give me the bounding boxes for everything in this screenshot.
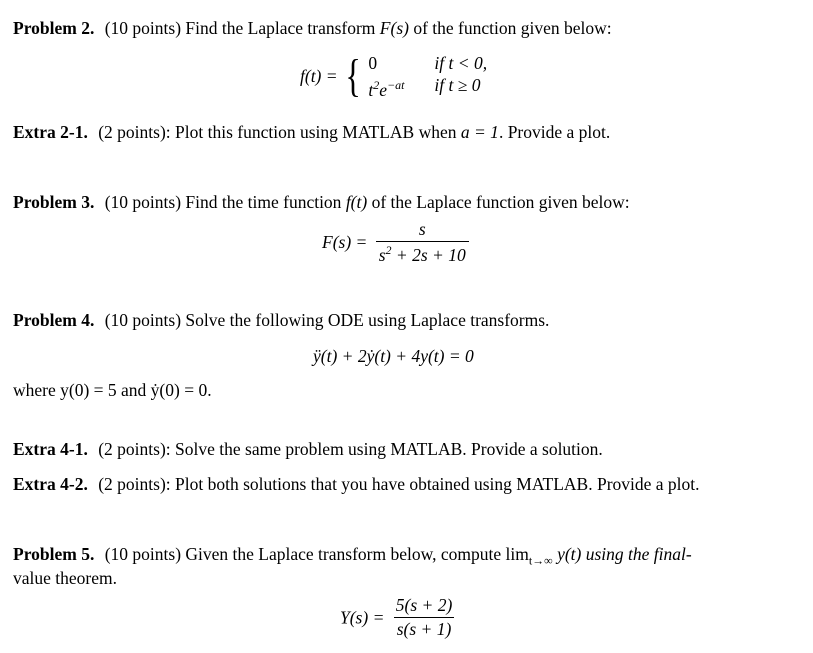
fraction-lhs: F(s) =	[322, 232, 368, 253]
left-brace: {	[345, 50, 361, 102]
problem-4-text: (10 points) Solve the following ODE using Laplace transforms.	[104, 310, 550, 330]
problem-2-label: Problem 2.	[13, 18, 95, 38]
limit-subscript: t→∞	[528, 553, 553, 568]
final-value-denominator: s(s + 1)	[394, 617, 455, 639]
final-value-fraction	[393, 596, 456, 640]
fraction-denominator: $s^2 + 2s + 10$	[376, 241, 469, 265]
initial-conditions: where y(0) = 5 and ẏ(0) = 0.	[13, 380, 212, 400]
problem-2-statement	[13, 18, 612, 39]
extra-2-1-statement	[13, 122, 610, 143]
problem-3-label: Problem 3.	[13, 192, 95, 212]
extra-4-1-text: (2 points): Solve the same problem using MATLAB. Provide a solution.	[98, 439, 603, 459]
final-value-equation	[340, 596, 455, 640]
extra-2-1-condition: a = 1	[460, 122, 499, 142]
problem-5-statement	[13, 544, 692, 569]
extra-4-1-label: Extra 4-1.	[13, 439, 88, 459]
problem-4-label: Problem 4.	[13, 310, 95, 330]
extra-4-1-statement	[13, 439, 603, 460]
problem-3-ft: f(t)	[345, 192, 368, 212]
extra-4-2-label: Extra 4-2.	[13, 474, 88, 494]
piecewise-lhs: f(t) =	[300, 65, 338, 86]
final-value-lhs: Y(s) =	[340, 607, 385, 628]
case-1-value: 0	[368, 53, 378, 73]
fraction	[376, 220, 469, 265]
problem-2-text-2: of the function given below:	[413, 18, 612, 38]
extra-2-1-label: Extra 2-1.	[13, 122, 88, 142]
transfer-function-equation	[322, 220, 469, 265]
problem-3-statement	[13, 192, 630, 213]
problem-4-statement	[13, 310, 549, 331]
problem-5-text-3: value theorem.	[13, 568, 117, 588]
case-2-condition: if t ≥ 0	[434, 75, 481, 95]
case-1-condition: if t < 0,	[434, 53, 488, 73]
problem-5-text-2: y(t) using the final-	[557, 544, 692, 564]
extra-2-1-text: (2 points): Plot this function using MATLAB when	[98, 122, 457, 142]
problem-3-text: (10 points) Find the time function	[104, 192, 342, 212]
ode-equation: ÿ(t) + 2ẏ(t) + 4y(t) = 0	[313, 346, 474, 366]
extra-2-1-text-2: . Provide a plot.	[498, 122, 611, 142]
problem-2-text: (10 points) Find the Laplace transform	[104, 18, 376, 38]
case-2-value: $t^2e^{-at}$	[368, 78, 405, 100]
final-value-numerator: 5(s + 2)	[395, 595, 453, 615]
piecewise-cases	[368, 52, 487, 101]
problem-3-text-2: of the Laplace function given below:	[371, 192, 630, 212]
piecewise-equation	[300, 52, 487, 101]
extra-4-2-text: (2 points): Plot both solutions that you have obtained using MATLAB. Provide a plot.	[98, 474, 700, 494]
problem-5-label: Problem 5.	[13, 544, 95, 564]
problem-2-Fs: F(s)	[379, 18, 409, 38]
problem-5-text: (10 points) Given the Laplace transform below, compute lim	[104, 544, 529, 564]
fraction-numerator: s	[418, 219, 426, 239]
extra-4-2-statement	[13, 474, 700, 495]
